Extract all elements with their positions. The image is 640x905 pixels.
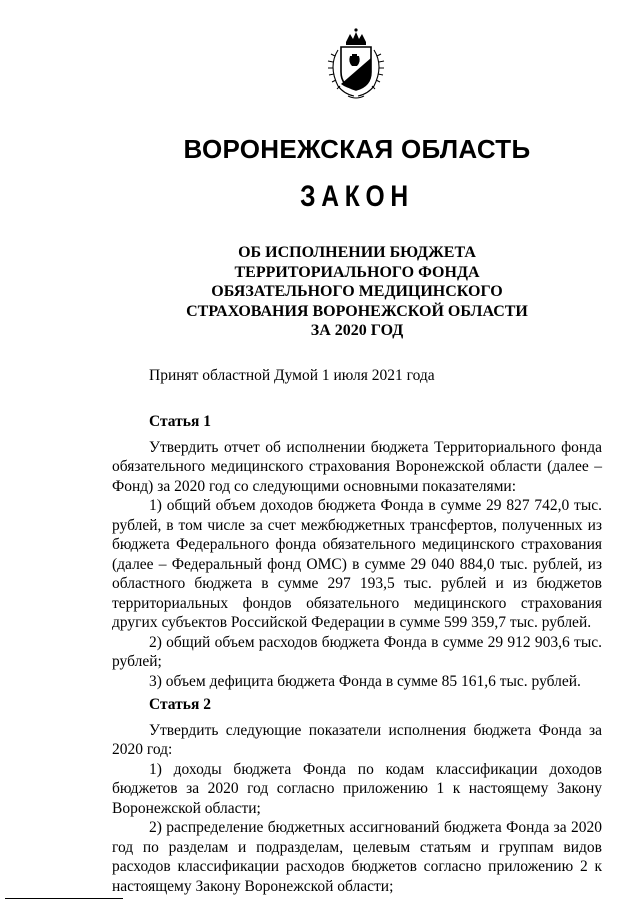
law-subject-line: ОБЯЗАТЕЛЬНОГО МЕДИЦИНСКОГО [211,283,503,300]
article-2-paragraph: 2) распределение бюджетных ассигнований бюджета Фонда за 2020 год по разделам и подразделам, целевым статьям и группам видов расходов классификации расходов бюджетов согласно приложению 2 к настоящему Закону Воронежской области; [112,819,602,895]
article-1-paragraph: 3) объем дефицита бюджета Фонда в сумме 85 161,6 тыс. рублей. [149,672,581,690]
article-2-paragraph: 1) доходы бюджета Фонда по кодам классификации доходов бюджетов за 2020 год согласно приложению 1 к настоящему Закону Воронежской области; [112,760,602,817]
article-1-paragraph: 2) общий объем расходов бюджета Фонда в сумме 29 912 903,6 тыс. рублей; [112,633,602,670]
law-subject-line: СТРАХОВАНИЯ ВОРОНЕЖСКОЙ ОБЛАСТИ [186,302,528,320]
voronezh-coat-of-arms-icon [308,24,404,104]
article-2-heading: Статья 2 [149,696,211,713]
article-2-paragraph: Утвердить следующие показатели исполнения бюджета Фонда за 2020 год: [112,721,602,758]
law-subject-line: ОБ ИСПОЛНЕНИИ БЮДЖЕТА [238,244,476,261]
law-subject-line: ЗА 2020 ГОД [310,322,404,339]
law-subject [0,243,640,341]
article-1-paragraph: 1) общий объем доходов бюджета Фонда в сумме 29 827 742,0 тыс. рублей, в том числе за счет межбюджетных трансфертов, полученных из бюджета Федерального фонда обязательного медицинского страхования (далее – Федеральный фонд ОМС) в сумме 29 040 884,0 тыс. рублей, из областного бюджета в сумме 297 193,5 тыс. рублей и из бюджетов территориальных фондов обязательного медицинского страхования других субъектов Российской Федерации в сумме 599 359,7 тыс. рублей. [112,497,602,631]
law-title: ЗАКОН [300,180,414,213]
article-1-heading: Статья 1 [149,413,211,430]
law-subject-line: ТЕРРИТОРИАЛЬНОГО ФОНДА [234,263,480,281]
footnote-divider [5,898,123,899]
adoption-date: Принят областной Думой 1 июля 2021 года [149,367,435,384]
law-body [112,412,602,896]
article-1-paragraph: Утвердить отчет об исполнении бюджета Территориального фонда обязательного медицинского страхования Воронежской области (далее – Фонд) за 2020 год со следующими основными показателями: [112,438,602,495]
region-title: ВОРОНЕЖСКАЯ ОБЛАСТЬ [183,134,531,164]
